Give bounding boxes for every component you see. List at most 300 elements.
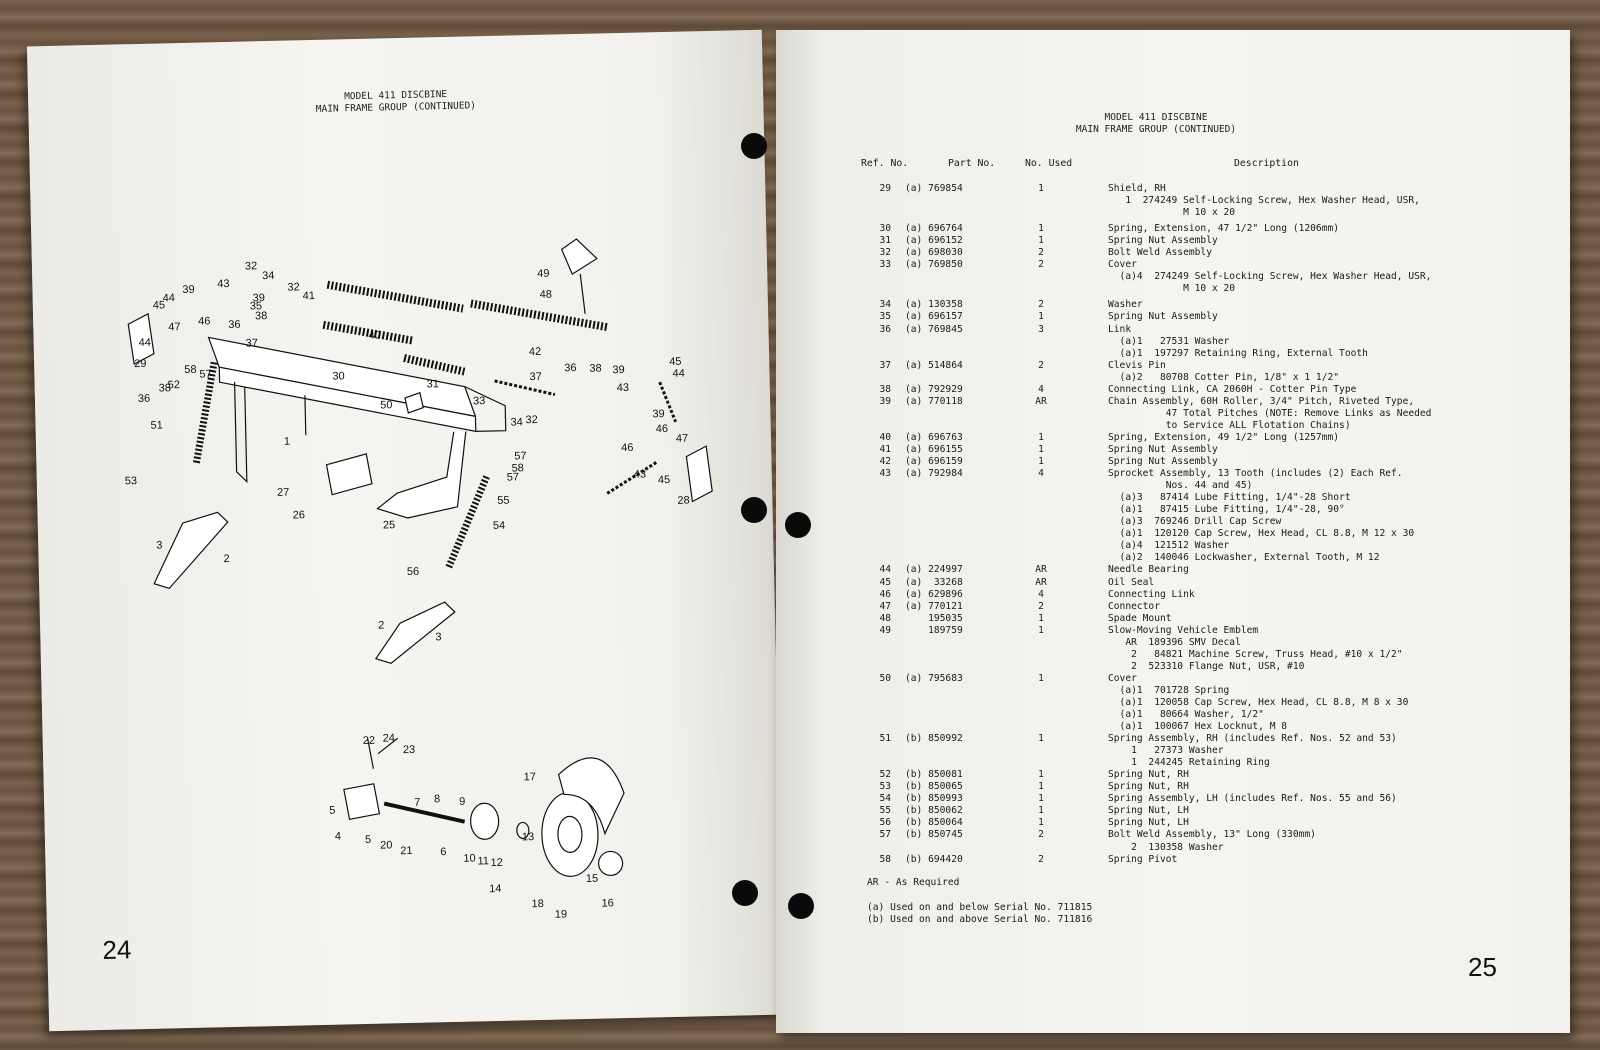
ref-no-cell: 38: [879, 383, 891, 395]
callout-38: 38: [158, 382, 172, 395]
parts-table-row: [851, 408, 1551, 420]
qty-cell: 1: [1038, 769, 1044, 781]
ref-no-cell: 57: [879, 829, 891, 841]
parts-table-row: [851, 492, 1551, 504]
description-cell: 1 274249 Self-Locking Screw, Hex Washer Head, USR,: [1108, 195, 1420, 207]
callout-58: 58: [184, 363, 197, 376]
callout-37: 37: [529, 370, 542, 384]
description-cell: 1 27373 Washer: [1108, 745, 1224, 757]
callout-35: 35: [249, 300, 263, 313]
qty-cell: AR: [1035, 395, 1047, 407]
callout-2: 2: [378, 619, 385, 632]
part-no-cell: (a) 696155: [905, 443, 963, 455]
description-cell: (a)2 140046 Lockwasher, External Tooth, M 12: [1108, 552, 1380, 564]
callout-32: 32: [244, 260, 258, 273]
parts-table-row: [851, 817, 1551, 829]
description-cell: (a)1 87415 Lube Fitting, 1/4"-28, 90°: [1108, 504, 1345, 516]
parts-table-row: [851, 685, 1551, 697]
description-cell: Spring Nut, LH: [1108, 817, 1189, 829]
qty-cell: 4: [1038, 383, 1044, 395]
parts-table-row: [851, 842, 1551, 854]
parts-table-row: [851, 661, 1551, 673]
callout-49: 49: [537, 267, 550, 280]
callout-1: 1: [283, 435, 291, 448]
callout-57: 57: [514, 450, 527, 463]
qty-cell: 1: [1038, 817, 1044, 829]
part-no-cell: (a) 792929: [905, 383, 963, 395]
description-cell: Spring Assembly, LH (includes Ref. Nos. 55 and 56): [1108, 793, 1397, 805]
qty-cell: 2: [1038, 829, 1044, 841]
callout-9: 9: [459, 795, 466, 808]
left-page-number: 24: [102, 934, 132, 965]
description-cell: Connector: [1108, 600, 1160, 612]
description-cell: Cover: [1108, 259, 1137, 271]
callout-3: 3: [156, 539, 163, 552]
ref-no-cell: 55: [879, 805, 891, 817]
callout-11: 11: [477, 855, 490, 868]
parts-table-row: [851, 336, 1551, 348]
callout-54: 54: [492, 519, 506, 533]
callout-20: 20: [380, 839, 393, 852]
qty-cell: 1: [1038, 612, 1044, 624]
description-cell: Sprocket Assembly, 13 Tooth (includes (2) Each Ref.: [1108, 468, 1403, 480]
parts-table-row: [851, 235, 1551, 247]
callout-29: 29: [134, 357, 147, 371]
callout-5: 5: [329, 804, 336, 817]
parts-table-row: [851, 769, 1551, 781]
callout-43: 43: [217, 277, 230, 291]
description-cell: 47 Total Pitches (NOTE: Remove Links as Needed: [1108, 407, 1432, 419]
description-cell: Spring, Extension, 49 1/2" Long (1257mm): [1108, 431, 1340, 443]
description-cell: (a)1 120058 Cap Screw, Hex Head, CL 8.8, M 8 x 30: [1108, 696, 1409, 708]
parts-table-row: [851, 420, 1551, 432]
ref-no-cell: 40: [879, 431, 891, 443]
qty-cell: 1: [1038, 793, 1044, 805]
callout-25: 25: [382, 519, 396, 532]
ref-no-cell: 36: [879, 323, 891, 335]
part-no-cell: (a) 769845: [905, 323, 963, 335]
part-no-cell: (a) 696152: [905, 235, 963, 247]
callout-45: 45: [669, 355, 682, 368]
qty-cell: 2: [1038, 299, 1044, 311]
description-cell: (a)4 121512 Washer: [1108, 540, 1230, 552]
parts-table-row: [851, 271, 1551, 283]
callout-32: 32: [525, 413, 538, 427]
callout-13: 13: [521, 831, 535, 844]
callout-50: 50: [380, 399, 393, 412]
part-no-cell: (b) 850992: [905, 733, 963, 745]
parts-table-row: [851, 829, 1551, 841]
col-header-ref: Ref. No.: [861, 158, 909, 169]
col-header-desc: Description: [1234, 158, 1299, 169]
right-header-title: MODEL 411 DISCBINE: [1104, 112, 1208, 123]
callout-3: 3: [435, 631, 442, 644]
description-cell: Oil Seal: [1108, 576, 1155, 588]
parts-table-row: [851, 745, 1551, 757]
binder-hole: [732, 880, 758, 906]
description-cell: (a)3 769246 Drill Cap Screw: [1108, 516, 1282, 528]
callout-27: 27: [276, 486, 290, 499]
description-cell: Washer: [1108, 299, 1143, 311]
part-no-cell: (a) 795683: [905, 672, 963, 684]
qty-cell: 1: [1038, 805, 1044, 817]
part-no-cell: (a) 792984: [905, 468, 963, 480]
callout-43: 43: [633, 468, 647, 481]
description-cell: Spring Nut Assembly: [1108, 235, 1218, 247]
ref-no-cell: 31: [879, 235, 891, 247]
callout-32: 32: [287, 281, 300, 294]
description-cell: Bolt Weld Assembly, 13" Long (330mm): [1108, 829, 1316, 841]
qty-cell: AR: [1035, 576, 1047, 588]
parts-table-row: [851, 207, 1551, 219]
description-cell: 2 84821 Machine Screw, Truss Head, #10 x 1/2": [1108, 648, 1403, 660]
description-cell: Spring Nut, RH: [1108, 769, 1189, 781]
ref-no-cell: 29: [879, 183, 891, 194]
parts-table-row: [851, 516, 1551, 528]
qty-cell: 1: [1038, 235, 1044, 247]
ref-no-cell: 30: [879, 223, 891, 235]
parts-table-row: [851, 183, 1551, 195]
parts-table-row: [851, 637, 1551, 649]
part-no-cell: (a) 224997: [905, 564, 963, 576]
part-no-cell: (b) 850062: [905, 805, 963, 817]
ref-no-cell: 51: [879, 733, 891, 745]
callout-52: 52: [167, 379, 181, 392]
part-no-cell: (a) 770118: [905, 395, 963, 407]
qty-cell: 1: [1038, 183, 1044, 194]
ref-no-cell: 45: [879, 576, 891, 588]
qty-cell: 4: [1038, 588, 1044, 600]
ref-no-cell: 32: [879, 247, 891, 259]
callout-18: 18: [531, 897, 544, 911]
part-no-cell: (a) 629896: [905, 588, 963, 600]
callout-40: 40: [368, 329, 381, 342]
qty-cell: 4: [1038, 468, 1044, 480]
parts-table-row: [851, 589, 1551, 601]
ref-no-cell: 35: [879, 311, 891, 323]
description-cell: (a)4 274249 Self-Locking Screw, Hex Washer Head, USR,: [1108, 271, 1432, 283]
callout-26: 26: [292, 509, 306, 522]
parts-table-row: [851, 709, 1551, 721]
callout-39: 39: [612, 363, 625, 377]
qty-cell: 1: [1038, 672, 1044, 684]
right-page-header: [776, 112, 1536, 136]
callout-36: 36: [137, 392, 151, 406]
parts-table-row: [851, 805, 1551, 817]
parts-table-row: [851, 195, 1551, 207]
callout-39: 39: [652, 408, 665, 421]
description-cell: (a)1 27531 Washer: [1108, 335, 1230, 347]
parts-table-row: [851, 480, 1551, 492]
callout-38: 38: [254, 310, 268, 323]
right-page: [776, 30, 1570, 1033]
part-no-cell: 189759: [905, 624, 963, 636]
callout-47: 47: [168, 321, 181, 334]
parts-table-row: [851, 299, 1551, 311]
exploded-parts-diagram: [27, 30, 784, 1031]
callout-34: 34: [510, 416, 523, 429]
parts-table-row: [851, 223, 1551, 235]
description-cell: 1 244245 Retaining Ring: [1108, 757, 1270, 769]
callout-36: 36: [564, 362, 577, 375]
part-no-cell: (b) 850081: [905, 769, 963, 781]
callout-55: 55: [497, 494, 510, 507]
callout-46: 46: [621, 441, 634, 455]
parts-table-row: [851, 528, 1551, 540]
callout-58: 58: [511, 462, 525, 475]
binder-hole: [741, 497, 767, 523]
ref-no-cell: 52: [879, 769, 891, 781]
ref-no-cell: 54: [879, 793, 891, 805]
callout-2: 2: [223, 552, 230, 566]
ref-no-cell: 44: [879, 564, 891, 576]
qty-cell: 1: [1038, 431, 1044, 443]
description-cell: AR 189396 SMV Decal: [1108, 636, 1241, 648]
callout-51: 51: [150, 419, 163, 432]
ref-no-cell: 33: [879, 259, 891, 271]
callout-19: 19: [554, 908, 568, 921]
callout-7: 7: [414, 796, 421, 809]
callout-39: 39: [252, 292, 266, 305]
ref-no-cell: 47: [879, 600, 891, 612]
part-no-cell: (a) 769850: [905, 259, 963, 271]
ref-no-cell: 43: [879, 468, 891, 480]
qty-cell: 1: [1038, 456, 1044, 468]
part-no-cell: (a) 696763: [905, 431, 963, 443]
description-cell: Nos. 44 and 45): [1108, 480, 1253, 492]
parts-table-row: [851, 649, 1551, 661]
parts-table-row: [851, 504, 1551, 516]
description-cell: Shield, RH: [1108, 183, 1166, 194]
description-cell: Link: [1108, 323, 1132, 335]
description-cell: Spring Pivot: [1108, 853, 1178, 865]
description-cell: Spade Mount: [1108, 612, 1172, 624]
parts-table-row: [851, 757, 1551, 769]
description-cell: (a)2 80708 Cotter Pin, 1/8" x 1 1/2": [1108, 371, 1340, 383]
parts-table-row: [851, 283, 1551, 295]
part-no-cell: 195035: [905, 612, 963, 624]
description-cell: (a)1 120120 Cap Screw, Hex Head, CL 8.8, M 12 x 30: [1108, 528, 1415, 540]
right-page-number: 25: [1468, 952, 1497, 982]
right-header-subtitle: MAIN FRAME GROUP (CONTINUED): [1075, 124, 1237, 135]
callout-43: 43: [616, 381, 630, 395]
diagram-callout-labels: [120, 251, 699, 931]
parts-table-row: [851, 721, 1551, 733]
part-no-cell: (a) 698030: [905, 247, 963, 259]
ref-no-cell: 49: [879, 624, 891, 636]
callout-28: 28: [677, 494, 690, 507]
ref-no-cell: 48: [879, 612, 891, 624]
description-cell: Spring Nut Assembly: [1108, 443, 1218, 455]
callout-15: 15: [585, 872, 599, 885]
ref-no-cell: 50: [879, 672, 891, 684]
callout-14: 14: [489, 882, 502, 896]
description-cell: M 10 x 20: [1108, 283, 1236, 295]
parts-table-row: [851, 444, 1551, 456]
callout-36: 36: [228, 318, 241, 331]
part-no-cell: (b) 850065: [905, 781, 963, 793]
parts-table-row: [851, 601, 1551, 613]
callout-24: 24: [382, 732, 396, 745]
callout-44: 44: [138, 336, 152, 350]
description-cell: (a)1 80664 Washer, 1/2": [1108, 709, 1264, 721]
binder-hole: [788, 893, 814, 919]
callout-39: 39: [182, 283, 195, 296]
parts-table-row: [851, 324, 1551, 336]
callout-21: 21: [400, 844, 413, 858]
callout-46: 46: [655, 423, 669, 436]
description-cell: to Service ALL Flotation Chains): [1108, 419, 1351, 431]
parts-table-row: [851, 311, 1551, 323]
ref-no-cell: 53: [879, 781, 891, 793]
callout-53: 53: [124, 475, 138, 488]
callout-57: 57: [506, 471, 520, 484]
parts-table-row: [851, 360, 1551, 372]
description-cell: Chain Assembly, 60H Roller, 3/4" Pitch, Riveted Type,: [1108, 395, 1415, 407]
parts-list-table: [851, 183, 1551, 866]
qty-cell: 1: [1038, 733, 1044, 745]
callout-22: 22: [362, 734, 376, 748]
qty-cell: 2: [1038, 853, 1044, 865]
parts-table-header: [861, 158, 1561, 172]
callout-38: 38: [589, 362, 602, 375]
parts-table-row: [851, 384, 1551, 396]
part-no-cell: (a) 514864: [905, 359, 963, 371]
footnote-serial-a: (a) Used on and below Serial No. 711815: [867, 902, 1093, 913]
part-no-cell: (a) 130358: [905, 299, 963, 311]
qty-cell: 2: [1038, 259, 1044, 271]
qty-cell: 2: [1038, 600, 1044, 612]
callout-5: 5: [364, 833, 372, 846]
callout-45: 45: [152, 299, 166, 312]
parts-table-row: [851, 540, 1551, 552]
description-cell: Spring, Extension, 47 1/2" Long (1206mm): [1108, 223, 1340, 235]
part-no-cell: (a) 696764: [905, 223, 963, 235]
parts-table-row: [851, 456, 1551, 468]
parts-table-row: [851, 781, 1551, 793]
callout-57: 57: [199, 368, 212, 381]
col-header-part: Part No.: [948, 158, 996, 169]
description-cell: Connecting Link: [1108, 588, 1195, 600]
parts-table-row: [851, 673, 1551, 685]
description-cell: Spring Nut, RH: [1108, 781, 1189, 793]
parts-table-row: [851, 348, 1551, 360]
description-cell: 2 523310 Flange Nut, USR, #10: [1108, 660, 1305, 672]
callout-10: 10: [463, 852, 476, 865]
callout-30: 30: [332, 370, 345, 383]
callout-44: 44: [672, 367, 685, 380]
callout-37: 37: [245, 337, 259, 350]
left-header-title: MODEL 411 DISCBINE: [344, 88, 448, 103]
parts-table-row: [851, 577, 1551, 589]
parts-table-row: [851, 552, 1551, 564]
callout-16: 16: [601, 897, 614, 910]
parts-table-row: [851, 372, 1551, 384]
parts-table-row: [851, 396, 1551, 408]
description-cell: Spring Nut Assembly: [1108, 311, 1218, 323]
description-cell: Cover: [1108, 672, 1137, 684]
left-header-subtitle: MAIN FRAME GROUP (CONTINUED): [315, 100, 477, 115]
callout-46: 46: [198, 315, 211, 328]
part-no-cell: (a) 770121: [905, 600, 963, 612]
parts-table-row: [851, 432, 1551, 444]
part-no-cell: (a) 696159: [905, 456, 963, 468]
description-cell: Clevis Pin: [1108, 359, 1166, 371]
callout-6: 6: [440, 846, 447, 859]
qty-cell: 2: [1038, 359, 1044, 371]
description-cell: (a)1 197297 Retaining Ring, External Tooth: [1108, 347, 1368, 359]
callout-23: 23: [402, 743, 416, 757]
parts-table-row: [851, 468, 1551, 480]
qty-cell: 1: [1038, 223, 1044, 235]
callout-47: 47: [675, 432, 689, 445]
callout-12: 12: [490, 856, 503, 870]
callout-4: 4: [334, 830, 342, 843]
footnote-serial-b: (b) Used on and above Serial No. 711816: [867, 914, 1093, 925]
part-no-cell: (a) 33268: [905, 576, 963, 588]
part-no-cell: (a) 769854: [905, 183, 963, 194]
callout-48: 48: [539, 288, 553, 301]
qty-cell: 3: [1038, 323, 1044, 335]
callout-8: 8: [433, 793, 441, 806]
callout-34: 34: [262, 269, 275, 283]
description-cell: Spring Nut Assembly: [1108, 456, 1218, 468]
qty-cell: 1: [1038, 781, 1044, 793]
binder-hole: [785, 512, 811, 538]
left-page: [27, 30, 784, 1031]
parts-table-row: [851, 259, 1551, 271]
parts-table-row: [851, 793, 1551, 805]
part-no-cell: (b) 850064: [905, 817, 963, 829]
callout-44: 44: [162, 292, 176, 305]
col-header-qty: No. Used: [1025, 158, 1073, 169]
ref-no-cell: 42: [879, 456, 891, 468]
callout-56: 56: [406, 565, 420, 578]
ref-no-cell: 58: [879, 853, 891, 865]
ref-no-cell: 56: [879, 817, 891, 829]
footnote-as-required: AR - As Required: [867, 877, 960, 888]
parts-table-row: [851, 697, 1551, 709]
ref-no-cell: 41: [879, 443, 891, 455]
callout-33: 33: [472, 395, 486, 408]
qty-cell: 1: [1038, 311, 1044, 323]
ref-no-cell: 46: [879, 588, 891, 600]
description-cell: Bolt Weld Assembly: [1108, 247, 1212, 259]
description-cell: (a)1 100067 Hex Locknut, M 8: [1108, 721, 1288, 733]
description-cell: Spring Nut, LH: [1108, 805, 1189, 817]
parts-table-row: [851, 854, 1551, 866]
description-cell: (a)3 87414 Lube Fitting, 1/4"-28 Short: [1108, 492, 1351, 504]
description-cell: Needle Bearing: [1108, 564, 1189, 576]
qty-cell: 2: [1038, 247, 1044, 259]
parts-table-row: [851, 733, 1551, 745]
ref-no-cell: 37: [879, 359, 891, 371]
qty-cell: 1: [1038, 443, 1044, 455]
callout-31: 31: [426, 378, 440, 391]
part-no-cell: (b) 850993: [905, 793, 963, 805]
callout-45: 45: [657, 473, 671, 487]
qty-cell: 1: [1038, 624, 1044, 636]
description-cell: Slow-Moving Vehicle Emblem: [1108, 624, 1259, 636]
ref-no-cell: 34: [879, 299, 891, 311]
description-cell: 2 130358 Washer: [1108, 841, 1224, 853]
part-no-cell: (a) 696157: [905, 311, 963, 323]
qty-cell: AR: [1035, 564, 1047, 576]
part-no-cell: (b) 850745: [905, 829, 963, 841]
description-cell: Spring Assembly, RH (includes Ref. Nos. 52 and 53): [1108, 733, 1397, 745]
description-cell: Connecting Link, CA 2060H - Cotter Pin Type: [1108, 383, 1357, 395]
callout-41: 41: [302, 289, 316, 303]
